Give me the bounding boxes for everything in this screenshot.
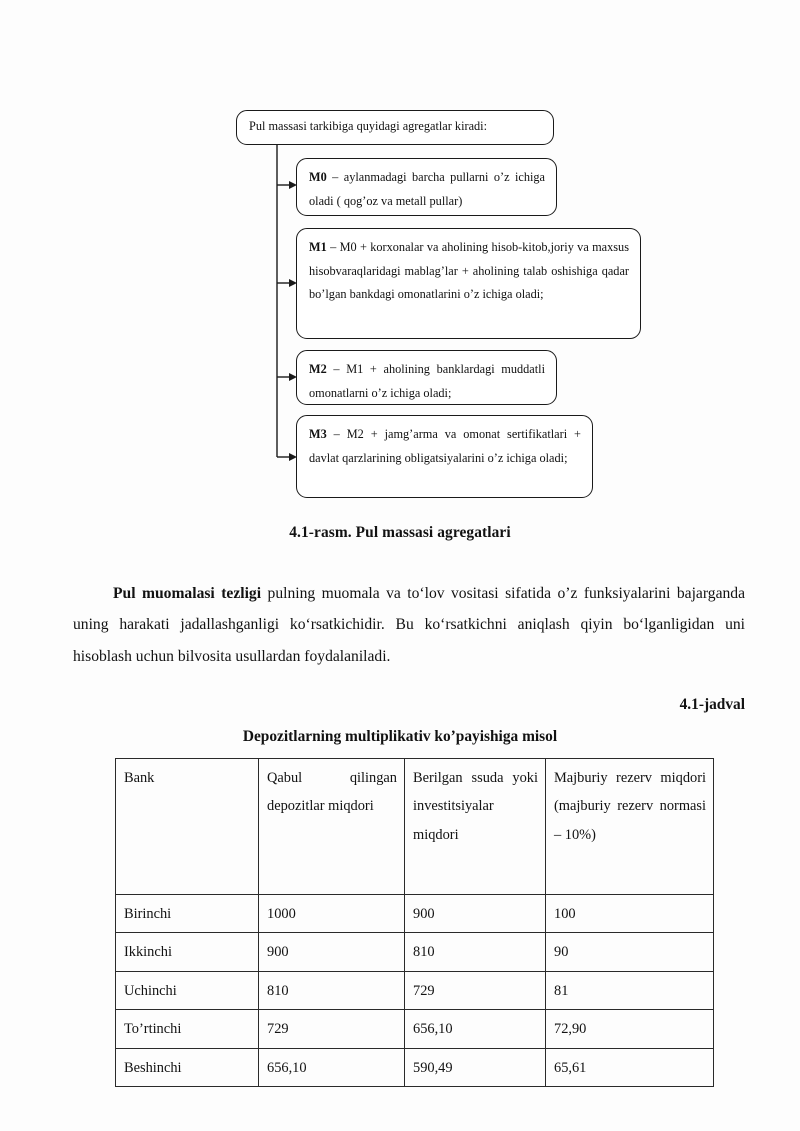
node-m3-label: M3 [309, 427, 327, 441]
table-header-row [116, 759, 714, 895]
node-m0-label: M0 [309, 170, 327, 184]
money-aggregates-diagram [0, 0, 800, 515]
cell-reserve: 72,90 [546, 1010, 714, 1048]
table-row [116, 1010, 714, 1048]
node-m2-separator: – [326, 362, 347, 376]
cell-deposits: 1000 [259, 895, 405, 933]
cell-loans: 590,49 [405, 1048, 546, 1086]
diagram-node-m1 [296, 228, 641, 339]
table-row [116, 895, 714, 933]
column-header-deposits: Qabul qilingan depozitlar miqdori [259, 759, 405, 895]
cell-bank: Beshinchi [116, 1048, 259, 1086]
node-m1-label: M1 [309, 240, 327, 254]
cell-loans: 729 [405, 971, 546, 1009]
column-header-bank: Bank [116, 759, 259, 895]
cell-bank: Birinchi [116, 895, 259, 933]
table-row [116, 933, 714, 971]
cell-reserve: 65,61 [546, 1048, 714, 1086]
paragraph-lead-term: Pul muomalasi tezligi [113, 584, 262, 602]
cell-bank: Uchinchi [116, 971, 259, 1009]
cell-deposits: 900 [259, 933, 405, 971]
node-m0-text: aylanmadagi barcha pullarni o’z ichiga oladi ( qog’oz va metall pullar) [309, 170, 545, 208]
node-m2-label: M2 [309, 362, 327, 376]
paragraph-body-text: pulning muomala va to‘lov vositasi sifatida o’z funksiyalarini bajarganda uning harakati jadallashganligi ko‘rsatkichidir. Bu ko‘rsatkichni aniqlash qiyin bo‘lganligidan uni hisoblash uchun bilvosita usullardan foydalaniladi. [73, 584, 746, 665]
deposit-multiplier-table [115, 758, 714, 1087]
node-m3-text: M2 + jamg’arma va omonat sertifikatlari + davlat qarzlarining obligatsiyalarini o’z ichiga oladi; [309, 427, 581, 465]
cell-reserve: 81 [546, 971, 714, 1009]
table-caption: Depozitlarning multiplikativ ko’payishiga misol [242, 728, 558, 745]
table-number: 4.1-jadval [679, 696, 745, 713]
cell-bank: Ikkinchi [116, 933, 259, 971]
node-m1-text: M0 + korxonalar va aholining hisob-kitob,joriy va maxsus hisobvaraqlaridagi mablag’lar + aholining talab oshishiga qadar bo’lgan bankdagi omonatlarini o’z ichiga oladi; [309, 240, 629, 302]
diagram-node-m3 [296, 415, 593, 498]
cell-reserve: 100 [546, 895, 714, 933]
diagram-node-m2 [296, 350, 557, 405]
body-paragraph [73, 578, 745, 672]
column-header-loans: Berilgan ssuda yoki investitsiyalar miqdori [405, 759, 546, 895]
cell-loans: 900 [405, 895, 546, 933]
node-m3-separator: – [326, 427, 347, 441]
table-row [116, 1048, 714, 1086]
figure-caption: 4.1-rasm. Pul massasi agregatlari [289, 524, 511, 541]
node-m2-text: M1 + aholining banklardagi muddatli omonatlarni o’z ichiga oladi; [309, 362, 545, 400]
node-m1-separator: – [326, 240, 340, 254]
cell-deposits: 729 [259, 1010, 405, 1048]
diagram-node-m0 [296, 158, 557, 216]
node-m0-separator: – [326, 170, 344, 184]
column-header-reserve: Majburiy rezerv miqdori (majburiy rezerv normasi – 10%) [546, 759, 714, 895]
cell-reserve: 90 [546, 933, 714, 971]
cell-bank: To’rtinchi [116, 1010, 259, 1048]
table-row [116, 971, 714, 1009]
cell-loans: 656,10 [405, 1010, 546, 1048]
diagram-root-box [236, 110, 554, 145]
cell-deposits: 656,10 [259, 1048, 405, 1086]
cell-loans: 810 [405, 933, 546, 971]
diagram-root-label: Pul massasi tarkibiga quyidagi agregatlar kiradi: [249, 119, 488, 133]
cell-deposits: 810 [259, 971, 405, 1009]
